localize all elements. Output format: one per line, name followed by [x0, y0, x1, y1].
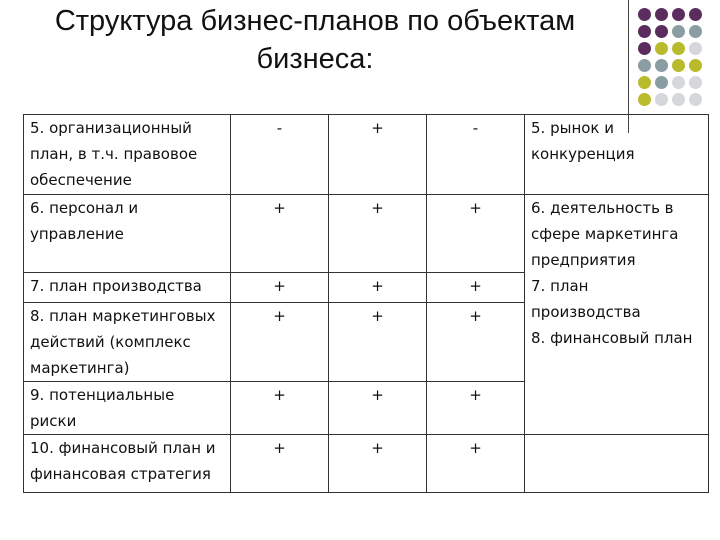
table-cell-mark: + [427, 382, 525, 435]
table-cell-item: 5. организационный план, в т.ч. правовое обеспечение [24, 115, 231, 195]
decorative-dot [672, 93, 685, 106]
table-cell-item: 10. финансовый план и финансовая стратегия [24, 435, 231, 493]
decorative-dot [672, 59, 685, 72]
decorative-dot [672, 8, 685, 21]
table-cell-mark: + [427, 273, 525, 303]
table-row [24, 115, 709, 195]
decorative-dot [638, 93, 651, 106]
right-item: 8. финансовый план [531, 329, 693, 347]
table-cell-mark: + [329, 195, 427, 273]
table-cell-mark: + [231, 303, 329, 382]
table-cell-mark: + [329, 435, 427, 493]
right-item: 6. деятельность в сфере маркетинга предприятия [531, 199, 679, 269]
decorative-dot [655, 76, 668, 89]
decorative-dot [655, 93, 668, 106]
table-cell-mark: + [231, 435, 329, 493]
table-cell-item: 6. персонал и управление [24, 195, 231, 273]
table-cell-right: 5. рынок и конкуренция [525, 115, 709, 195]
decorative-dot [655, 59, 668, 72]
table-cell-mark: + [231, 195, 329, 273]
decorative-dot [689, 93, 702, 106]
table-cell-mark: + [427, 195, 525, 273]
table-row [24, 435, 709, 493]
decorative-dot [689, 76, 702, 89]
table-cell-mark: + [329, 273, 427, 303]
decorative-dot [655, 25, 668, 38]
decorative-dot [655, 8, 668, 21]
table-cell-mark: + [329, 382, 427, 435]
decorative-dot [689, 25, 702, 38]
table-cell-right-empty [525, 435, 709, 493]
table-cell-mark: + [427, 303, 525, 382]
table-cell-item: 8. план маркетинговых действий (комплекс маркетинга) [24, 303, 231, 382]
table-cell-mark: + [329, 303, 427, 382]
decorative-dot [638, 76, 651, 89]
table-cell-mark: + [329, 115, 427, 195]
table-cell-mark: + [231, 273, 329, 303]
slide-title [30, 2, 600, 78]
title-line-1: Структура бизнес-планов по объектам [54, 5, 576, 37]
table-cell-mark: + [231, 382, 329, 435]
business-plan-structure-table [23, 114, 709, 493]
decorative-dot [638, 42, 651, 55]
decorative-dot [638, 59, 651, 72]
decorative-dot [689, 59, 702, 72]
decorative-dot [672, 76, 685, 89]
table-cell-right [525, 195, 709, 435]
decorative-dot [638, 8, 651, 21]
decorative-dot [689, 8, 702, 21]
table-cell-item: 9. потенциальные риски [24, 382, 231, 435]
decorative-dot [672, 25, 685, 38]
table-cell-mark: - [427, 115, 525, 195]
decorative-dot [638, 25, 651, 38]
decorative-dot [655, 42, 668, 55]
table-cell-mark: - [231, 115, 329, 195]
title-line-2: бизнеса: [256, 43, 374, 75]
decorative-dot [689, 42, 702, 55]
decorative-dot [672, 42, 685, 55]
right-item: 7. план производства [531, 277, 641, 321]
table-cell-item: 7. план производства [24, 273, 231, 303]
table-row [24, 195, 709, 273]
table-cell-mark: + [427, 435, 525, 493]
